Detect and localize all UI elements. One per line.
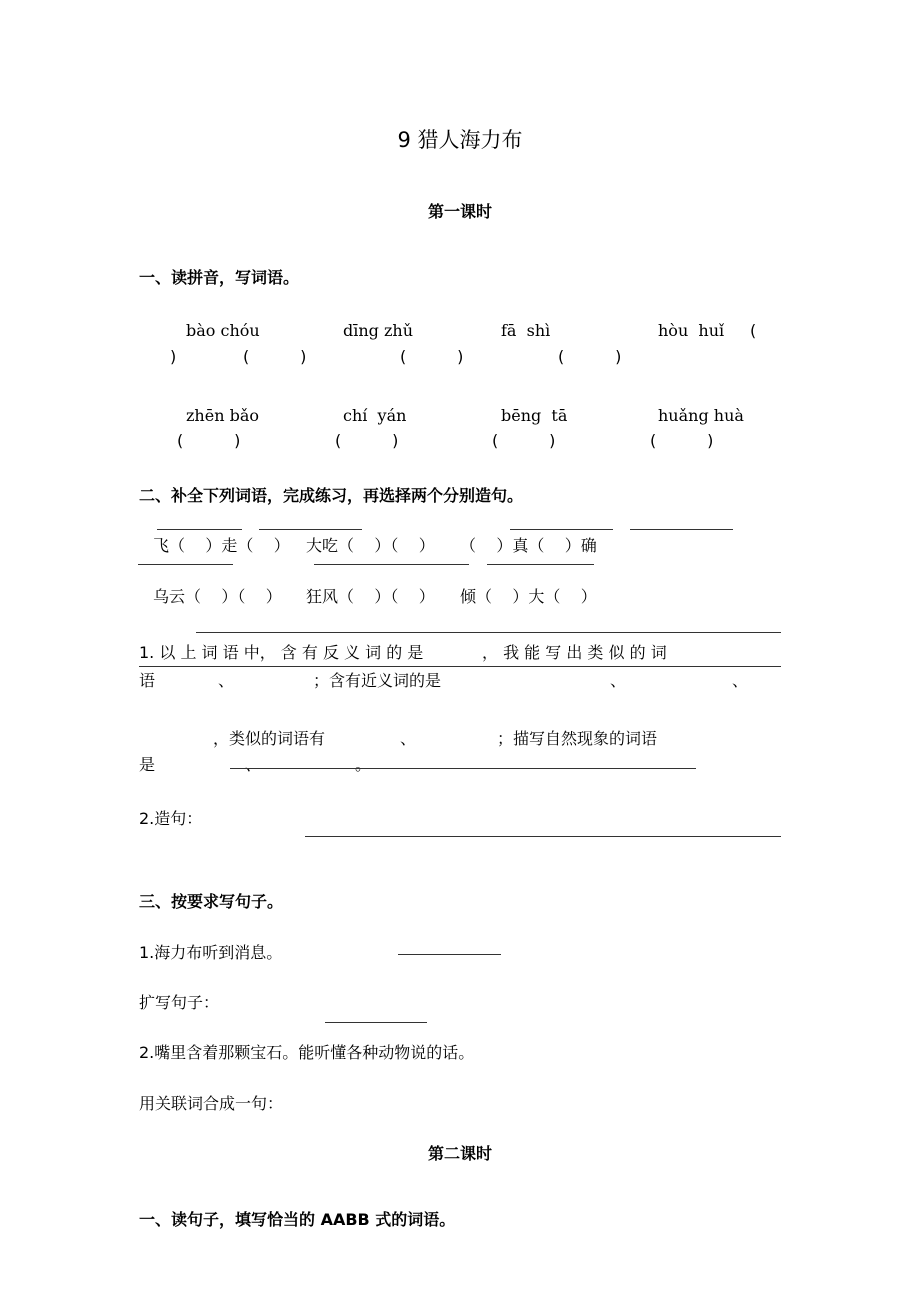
question-1-text: 1. 以 上 词 语 中， 含 有 反 义 词 的 是: [139, 643, 424, 662]
underline: [138, 564, 233, 565]
task-label: 扩写句子：: [139, 993, 220, 1012]
answer-line[interactable]: [196, 632, 781, 633]
answer-line[interactable]: [305, 836, 781, 837]
text: 、: [218, 671, 235, 690]
text: ；含有近义词的是: [313, 671, 442, 690]
answer-bracket[interactable]: ( ): [335, 431, 399, 450]
idiom: 大吃（ ）（ ）: [306, 536, 435, 555]
text: 是: [139, 755, 156, 774]
lesson-heading-2: 第二课时: [427, 1144, 492, 1163]
sentence-2: 2.嘴里含着那颗宝石。能听懂各种动物说的话。: [139, 1043, 475, 1062]
section2-heading: 二、补全下列词语，完成练习，再选择两个分别造句。: [139, 486, 524, 505]
underline: [510, 529, 613, 530]
answer-line[interactable]: [139, 666, 781, 667]
text: 、: [245, 755, 262, 774]
task-label: 用关联词合成一句：: [139, 1094, 284, 1113]
answer-bracket[interactable]: ( ): [400, 347, 464, 366]
answer-bracket[interactable]: ): [170, 347, 177, 366]
underline: [157, 529, 242, 530]
text: 、: [610, 671, 627, 690]
answer-bracket[interactable]: ( ): [177, 431, 241, 450]
section1-heading: 一、读拼音，写词语。: [139, 268, 300, 287]
answer-line[interactable]: [230, 768, 696, 769]
sentence-1: 1.海力布听到消息。: [139, 943, 283, 962]
section4-heading: 一、读句子，填写恰当的 AABB 式的词语。: [139, 1210, 456, 1229]
text: 语: [139, 671, 156, 690]
text: 、: [732, 671, 749, 690]
idiom: 倾（ ）大（ ）: [460, 587, 597, 606]
answer-bracket[interactable]: ( ): [650, 431, 714, 450]
text: 。: [355, 755, 372, 774]
question-2-label: 2.造句：: [139, 809, 203, 828]
section3-heading: 三、按要求写句子。: [139, 892, 284, 911]
pinyin: bào chóu: [186, 321, 260, 340]
underline: [487, 564, 594, 565]
answer-bracket[interactable]: ( ): [558, 347, 622, 366]
idiom: 狂风（ ）（ ）: [306, 587, 435, 606]
underline: [259, 529, 362, 530]
pinyin: zhēn bǎo: [186, 406, 260, 425]
page-title: 9 猎人海力布: [397, 128, 523, 152]
underline: [314, 564, 469, 565]
text: ；描写自然现象的词语: [497, 729, 658, 748]
pinyin: dīng zhǔ: [343, 321, 414, 340]
pinyin: hòu huǐ: [658, 321, 725, 340]
pinyin: huǎng huà: [658, 406, 744, 425]
text: 、: [400, 729, 417, 748]
idiom: 乌云（ ）（ ）: [153, 587, 282, 606]
answer-bracket[interactable]: ( ): [492, 431, 556, 450]
underline: [630, 529, 733, 530]
answer-bracket[interactable]: (: [750, 321, 757, 340]
pinyin: chí yán: [343, 406, 407, 425]
answer-bracket[interactable]: ( ): [243, 347, 307, 366]
answer-line[interactable]: [325, 1022, 427, 1023]
idiom: （ ）真（ ）确: [460, 536, 597, 555]
text: ，类似的词语有: [213, 729, 326, 748]
answer-line[interactable]: [398, 954, 501, 955]
pinyin: fā shì: [501, 321, 551, 340]
pinyin: bēng tā: [501, 406, 568, 425]
question-1-text: ， 我 能 写 出 类 似 的 词: [482, 643, 667, 662]
idiom: 飞（ ）走（ ）: [153, 536, 290, 555]
lesson-heading-1: 第一课时: [427, 202, 492, 221]
